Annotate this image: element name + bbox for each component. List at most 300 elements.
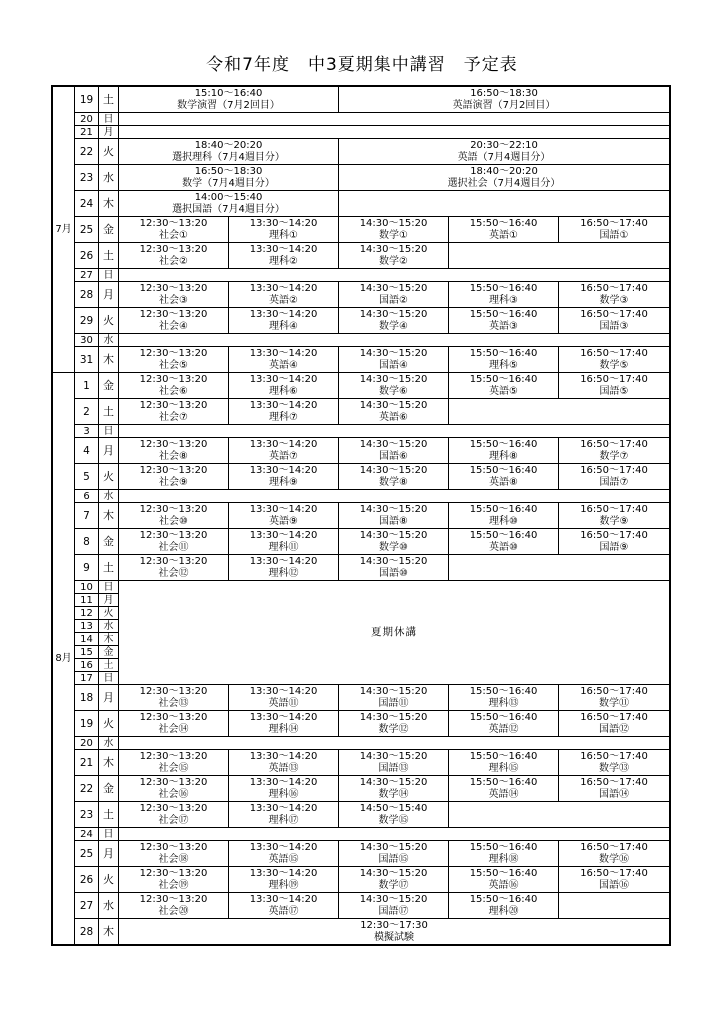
session-cell	[339, 308, 449, 334]
session-time: 13:30～14:20	[249, 283, 318, 294]
empty-cell	[119, 490, 670, 503]
session-subject: 英語⑤	[489, 385, 518, 397]
day-number: 21	[75, 750, 99, 776]
day-number: 17	[75, 672, 99, 685]
day-number: 16	[75, 659, 99, 672]
session-subject: 理科⑫	[268, 567, 299, 579]
day-number: 23	[75, 802, 99, 828]
session-subject: 英語⑦	[269, 450, 298, 462]
session-time: 14:00～15:40	[194, 192, 263, 203]
session-subject: 理科⑲	[268, 879, 299, 891]
day-number: 27	[75, 269, 99, 282]
schedule-row	[53, 828, 670, 841]
session-cell	[229, 373, 339, 399]
session-time: 12:30～13:20	[139, 712, 208, 723]
session-time: 13:30～14:20	[249, 894, 318, 905]
session-cell	[119, 893, 229, 919]
day-number: 20	[75, 737, 99, 750]
session-subject: 国語⑮	[378, 853, 409, 865]
session-cell	[339, 802, 449, 828]
session-subject: 英語⑫	[488, 723, 519, 735]
weekday: 火	[99, 464, 119, 490]
session-time: 14:30～15:20	[359, 530, 428, 541]
day-number: 25	[75, 217, 99, 243]
session-time: 14:30～15:20	[359, 283, 428, 294]
session-subject: 社会⑲	[158, 879, 189, 891]
session-cell	[119, 750, 229, 776]
day-number: 2	[75, 399, 99, 425]
session-cell	[339, 685, 449, 711]
session-subject: 理科②	[269, 255, 298, 267]
session-time: 15:50～16:40	[469, 309, 538, 320]
session-cell	[449, 711, 559, 737]
session-cell	[119, 867, 229, 893]
session-subject: 数学⑧	[379, 476, 408, 488]
schedule-row	[53, 126, 670, 139]
session-cell	[339, 529, 449, 555]
session-cell	[229, 776, 339, 802]
session-cell	[229, 438, 339, 464]
session-cell	[449, 893, 559, 919]
session-time: 14:30～15:20	[359, 842, 428, 853]
session-subject: 数学⑯	[599, 853, 630, 865]
session-time: 12:30～13:20	[139, 686, 208, 697]
day-number: 19	[75, 711, 99, 737]
session-subject: 国語③	[599, 320, 629, 332]
weekday: 木	[99, 191, 119, 217]
session-time: 14:30～15:20	[359, 894, 428, 905]
schedule-row	[53, 165, 670, 191]
weekday: 月	[99, 594, 119, 607]
session-cell	[119, 165, 339, 191]
session-cell	[449, 464, 559, 490]
session-cell	[449, 308, 559, 334]
session-time: 16:50～17:40	[580, 348, 648, 359]
session-subject: 理科⑪	[268, 541, 299, 553]
session-subject: 国語⑬	[378, 762, 409, 774]
session-subject: 英語⑨	[269, 515, 298, 527]
session-cell	[339, 139, 670, 165]
session-subject: 社会⑱	[158, 853, 189, 865]
session-time: 12:30～13:20	[139, 218, 208, 229]
session-subject: 社会⑯	[158, 788, 189, 800]
session-subject: 英語⑩	[489, 541, 518, 553]
session-cell	[229, 802, 339, 828]
session-cell	[119, 685, 229, 711]
schedule-row	[53, 737, 670, 750]
session-cell	[339, 438, 449, 464]
session-time: 14:30～15:20	[359, 309, 428, 320]
day-number: 11	[75, 594, 99, 607]
session-subject: 模擬試験	[374, 931, 414, 943]
session-time: 14:30～15:20	[359, 868, 428, 879]
session-time: 12:30～13:20	[139, 868, 208, 879]
day-number: 9	[75, 555, 99, 581]
schedule-row	[53, 113, 670, 126]
session-subject: 数学⑤	[599, 359, 629, 371]
session-time: 16:50～17:40	[580, 530, 648, 541]
session-time: 13:30～14:20	[249, 309, 318, 320]
session-cell	[119, 438, 229, 464]
session-cell	[559, 217, 670, 243]
session-cell	[229, 399, 339, 425]
weekday: 土	[99, 87, 119, 113]
session-time: 13:30～14:20	[249, 777, 318, 788]
session-time: 12:30～13:20	[139, 842, 208, 853]
session-time: 16:50～17:40	[580, 218, 648, 229]
session-time: 12:30～13:20	[139, 777, 208, 788]
session-cell	[339, 373, 449, 399]
session-time: 12:30～13:20	[139, 439, 208, 450]
day-number: 22	[75, 139, 99, 165]
schedule-row	[53, 685, 670, 711]
session-cell	[559, 347, 670, 373]
day-number: 27	[75, 893, 99, 919]
session-cell	[229, 893, 339, 919]
session-cell	[119, 308, 229, 334]
session-subject: 国語⑨	[599, 541, 629, 553]
session-cell	[339, 555, 449, 581]
session-time: 12:30～13:20	[139, 465, 208, 476]
session-subject: 社会②	[159, 255, 188, 267]
empty-cell	[339, 191, 670, 217]
schedule-row	[53, 438, 670, 464]
day-number: 26	[75, 867, 99, 893]
session-subject: 数学⑪	[599, 697, 630, 709]
weekday: 火	[99, 308, 119, 334]
session-cell	[119, 139, 339, 165]
empty-cell	[119, 126, 670, 139]
session-time: 12:30～13:20	[139, 530, 208, 541]
day-number: 28	[75, 282, 99, 308]
session-time: 16:50～18:30	[470, 88, 538, 99]
session-time: 15:50～16:40	[469, 751, 538, 762]
session-cell	[229, 685, 339, 711]
session-subject: 数学⑦	[599, 450, 629, 462]
weekday: 土	[99, 659, 119, 672]
weekday: 日	[99, 425, 119, 438]
session-subject: 理科①	[269, 229, 298, 241]
session-subject: 英語⑧	[489, 476, 518, 488]
schedule-row	[53, 867, 670, 893]
session-time: 13:30～14:20	[249, 348, 318, 359]
session-subject: 理科⑤	[489, 359, 518, 371]
session-time: 18:40～20:20	[194, 140, 263, 151]
day-number: 1	[75, 373, 99, 399]
session-cell	[229, 308, 339, 334]
session-cell	[339, 87, 670, 113]
session-time: 14:30～15:20	[359, 556, 428, 567]
weekday: 月	[99, 282, 119, 308]
weekday: 月	[99, 841, 119, 867]
session-time: 14:30～15:20	[359, 374, 428, 385]
session-time: 14:50～15:40	[359, 803, 428, 814]
schedule-row	[53, 373, 670, 399]
session-subject: 数学③	[599, 294, 629, 306]
session-time: 13:30～14:20	[249, 842, 318, 853]
weekday: 日	[99, 581, 119, 594]
session-subject: 英語（7月4週目分）	[457, 151, 551, 163]
session-subject: 英語③	[489, 320, 518, 332]
session-subject: 社会⑮	[158, 762, 189, 774]
session-subject: 社会⑦	[159, 411, 188, 423]
session-cell	[229, 841, 339, 867]
session-subject: 英語⑯	[488, 879, 519, 891]
session-cell	[449, 217, 559, 243]
day-number: 24	[75, 828, 99, 841]
day-number: 20	[75, 113, 99, 126]
session-cell	[339, 282, 449, 308]
schedule-row	[53, 334, 670, 347]
session-cell	[229, 867, 339, 893]
weekday: 木	[99, 919, 119, 945]
day-number: 24	[75, 191, 99, 217]
empty-cell	[449, 243, 670, 269]
session-time: 15:50～16:40	[469, 712, 538, 723]
session-time: 13:30～14:20	[249, 803, 318, 814]
session-subject: 英語④	[269, 359, 298, 371]
day-number: 7	[75, 503, 99, 529]
session-time: 16:50～17:40	[580, 374, 648, 385]
session-cell	[229, 555, 339, 581]
empty-cell	[119, 425, 670, 438]
session-cell	[119, 282, 229, 308]
session-subject: 英語⑮	[268, 853, 299, 865]
session-subject: 国語⑥	[379, 450, 408, 462]
empty-cell	[119, 269, 670, 282]
session-time: 15:50～16:40	[469, 530, 538, 541]
weekday: 金	[99, 646, 119, 659]
session-time: 12:30～13:20	[139, 556, 208, 567]
session-time: 16:50～17:40	[580, 686, 648, 697]
weekday: 日	[99, 828, 119, 841]
schedule-row	[53, 139, 670, 165]
schedule-row	[53, 802, 670, 828]
schedule-row	[53, 919, 670, 945]
day-number: 10	[75, 581, 99, 594]
session-cell	[559, 529, 670, 555]
session-cell	[339, 503, 449, 529]
session-subject: 理科⑮	[488, 762, 519, 774]
session-cell	[119, 217, 229, 243]
schedule-row	[53, 503, 670, 529]
session-subject: 国語⑫	[599, 723, 630, 735]
session-subject: 数学⑭	[378, 788, 409, 800]
session-cell	[449, 685, 559, 711]
schedule-row	[53, 308, 670, 334]
day-number: 4	[75, 438, 99, 464]
session-subject: 社会④	[159, 320, 188, 332]
session-cell	[119, 711, 229, 737]
schedule-row	[53, 711, 670, 737]
session-time: 16:50～17:40	[580, 777, 648, 788]
session-subject: 社会⑧	[159, 450, 188, 462]
session-cell	[119, 776, 229, 802]
session-cell	[449, 750, 559, 776]
session-time: 12:30～13:20	[139, 309, 208, 320]
session-time: 13:30～14:20	[249, 556, 318, 567]
empty-cell	[119, 113, 670, 126]
weekday: 火	[99, 711, 119, 737]
session-time: 13:30～14:20	[249, 712, 318, 723]
session-subject: 英語①	[489, 229, 518, 241]
session-subject: 社会⑥	[159, 385, 188, 397]
weekday: 月	[99, 126, 119, 139]
schedule-row	[53, 750, 670, 776]
weekday: 金	[99, 217, 119, 243]
session-cell	[119, 802, 229, 828]
session-subject: 社会⑳	[158, 905, 189, 917]
schedule-row	[53, 347, 670, 373]
session-subject: 理科⑳	[488, 905, 519, 917]
weekday: 火	[99, 139, 119, 165]
session-subject: 理科⑰	[268, 814, 299, 826]
weekday: 木	[99, 750, 119, 776]
session-time: 14:30～15:20	[359, 218, 428, 229]
schedule-row	[53, 464, 670, 490]
schedule-row	[53, 269, 670, 282]
session-subject: 選択国語（7月4週目分）	[172, 203, 285, 215]
weekday: 火	[99, 607, 119, 620]
day-number: 29	[75, 308, 99, 334]
session-cell	[559, 711, 670, 737]
session-cell	[229, 711, 339, 737]
day-number: 22	[75, 776, 99, 802]
session-subject: 選択理科（7月4週目分）	[172, 151, 285, 163]
session-cell	[119, 87, 339, 113]
empty-cell	[449, 555, 670, 581]
session-cell	[229, 503, 339, 529]
session-time: 15:50～16:40	[469, 868, 538, 879]
session-cell	[449, 503, 559, 529]
session-time: 12:30～13:20	[139, 283, 208, 294]
session-subject: 数学⑰	[378, 879, 409, 891]
weekday: 水	[99, 334, 119, 347]
month-label: 7月	[53, 87, 75, 373]
session-time: 15:50～16:40	[469, 218, 538, 229]
session-subject: 国語⑩	[379, 567, 408, 579]
session-time: 12:30～17:30	[360, 920, 428, 931]
schedule-row	[53, 893, 670, 919]
weekday: 土	[99, 243, 119, 269]
session-time: 12:30～13:20	[139, 244, 208, 255]
schedule-row	[53, 581, 670, 594]
session-subject: 数学⑮	[378, 814, 409, 826]
session-time: 15:50～16:40	[469, 504, 538, 515]
day-number: 21	[75, 126, 99, 139]
weekday: 水	[99, 893, 119, 919]
session-time: 13:30～14:20	[249, 751, 318, 762]
session-cell	[339, 399, 449, 425]
session-subject: 数学演習（7月2回目）	[177, 99, 280, 111]
session-subject: 選択社会（7月4週目分）	[447, 177, 561, 189]
session-time: 16:50～18:30	[194, 166, 263, 177]
session-subject: 数学⑥	[379, 385, 408, 397]
day-number: 18	[75, 685, 99, 711]
session-cell	[229, 243, 339, 269]
session-subject: 理科⑩	[489, 515, 518, 527]
session-time: 12:30～13:20	[139, 894, 208, 905]
session-cell	[449, 438, 559, 464]
session-time: 14:30～15:20	[359, 348, 428, 359]
empty-cell	[559, 893, 670, 919]
session-time: 16:50～17:40	[580, 465, 648, 476]
session-cell	[229, 217, 339, 243]
session-cell	[559, 464, 670, 490]
session-subject: 社会⑭	[158, 723, 189, 735]
day-number: 25	[75, 841, 99, 867]
day-number: 5	[75, 464, 99, 490]
session-subject: 国語④	[379, 359, 408, 371]
weekday: 金	[99, 529, 119, 555]
session-cell	[119, 503, 229, 529]
session-cell	[559, 867, 670, 893]
schedule-row	[53, 191, 670, 217]
empty-cell	[119, 737, 670, 750]
session-time: 15:50～16:40	[469, 465, 538, 476]
session-subject: 国語⑪	[378, 697, 409, 709]
weekday: 日	[99, 113, 119, 126]
session-subject: 社会⑨	[159, 476, 188, 488]
session-subject: 英語⑬	[268, 762, 299, 774]
session-cell	[119, 243, 229, 269]
session-cell	[559, 841, 670, 867]
session-subject: 国語⑰	[378, 905, 409, 917]
session-cell	[119, 919, 670, 945]
session-time: 15:50～16:40	[469, 439, 538, 450]
session-subject: 国語⑦	[599, 476, 629, 488]
session-subject: 理科③	[489, 294, 518, 306]
session-subject: 英語⑰	[268, 905, 299, 917]
session-cell	[339, 776, 449, 802]
session-subject: 国語⑧	[379, 515, 408, 527]
session-subject: 社会⑪	[158, 541, 189, 553]
session-cell	[559, 438, 670, 464]
schedule-row	[53, 87, 670, 113]
session-cell	[229, 282, 339, 308]
session-subject: 理科⑥	[269, 385, 298, 397]
session-time: 13:30～14:20	[249, 530, 318, 541]
session-cell	[119, 841, 229, 867]
session-time: 15:50～16:40	[469, 374, 538, 385]
session-subject: 数学（7月4週目分）	[182, 177, 275, 189]
session-subject: 社会⑫	[158, 567, 189, 579]
schedule-row	[53, 841, 670, 867]
session-cell	[559, 503, 670, 529]
session-cell	[339, 893, 449, 919]
session-subject: 理科⑧	[489, 450, 518, 462]
session-time: 13:30～14:20	[249, 439, 318, 450]
empty-cell	[119, 334, 670, 347]
session-time: 15:50～16:40	[469, 283, 538, 294]
day-number: 12	[75, 607, 99, 620]
session-subject: 理科⑬	[488, 697, 519, 709]
session-cell	[229, 464, 339, 490]
day-number: 13	[75, 620, 99, 633]
session-cell	[339, 347, 449, 373]
session-subject: 理科⑱	[488, 853, 519, 865]
session-time: 15:50～16:40	[469, 894, 538, 905]
session-time: 12:30～13:20	[139, 751, 208, 762]
session-subject: 数学①	[379, 229, 408, 241]
session-subject: 国語①	[599, 229, 629, 241]
weekday: 木	[99, 347, 119, 373]
schedule-row	[53, 243, 670, 269]
session-cell	[339, 243, 449, 269]
session-cell	[339, 165, 670, 191]
session-time: 15:50～16:40	[469, 777, 538, 788]
session-cell	[119, 191, 339, 217]
